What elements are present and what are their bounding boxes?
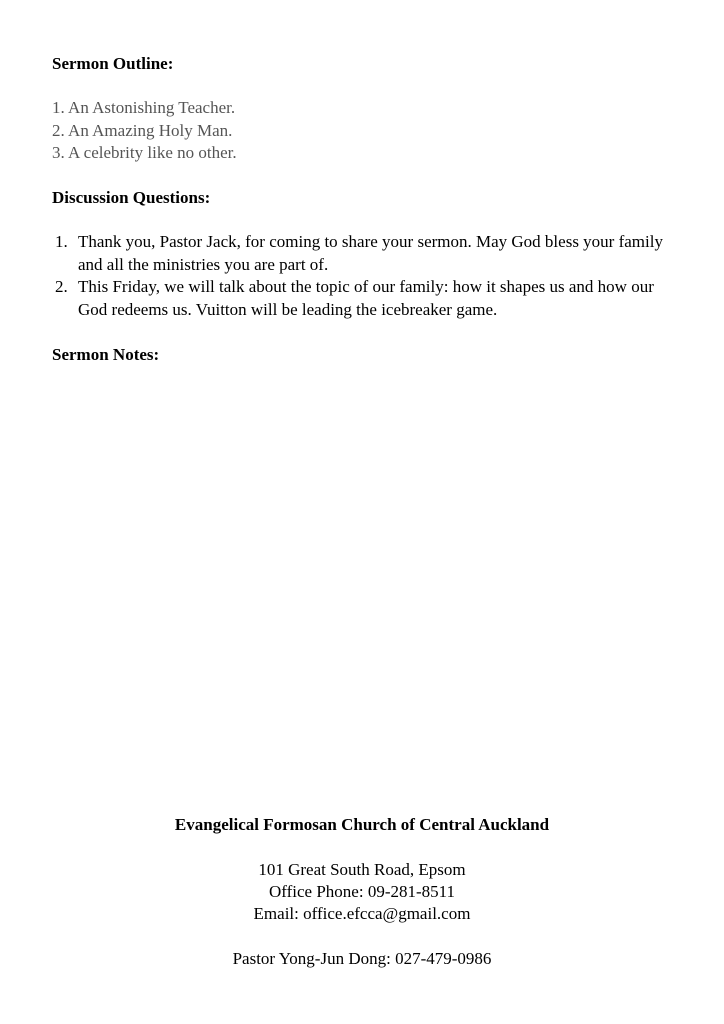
pastor-contact: Pastor Yong-Jun Dong: 027-479-0986 xyxy=(232,949,492,968)
sermon-outline-item: 3. A celebrity like no other. xyxy=(52,143,237,162)
office-email: Email: office.efcca@gmail.com xyxy=(253,904,471,923)
question-number: 2. xyxy=(55,277,68,296)
sermon-notes-heading: Sermon Notes: xyxy=(52,345,160,364)
question-text: This Friday, we will talk about the topic of our family: how it shapes us and how our God redeems us. Vuitton will be leading the icebreaker game. xyxy=(78,277,654,319)
discussion-questions-list xyxy=(52,231,682,321)
sermon-outline-item: 1. An Astonishing Teacher. xyxy=(52,98,236,117)
sermon-outline-heading: Sermon Outline: xyxy=(52,54,174,73)
sermon-outline-item: 2. An Amazing Holy Man. xyxy=(52,120,233,140)
discussion-questions-heading: Discussion Questions: xyxy=(52,188,211,207)
sermon-outline-list xyxy=(52,97,237,165)
discussion-question-item xyxy=(52,231,682,276)
discussion-question-item xyxy=(52,276,682,321)
question-text: Thank you, Pastor Jack, for coming to share your sermon. May God bless your family and all the ministries you are part of. xyxy=(78,232,663,274)
church-address: 101 Great South Road, Epsom xyxy=(258,860,466,879)
office-phone: Office Phone: 09-281-8511 xyxy=(268,882,456,901)
church-name: Evangelical Formosan Church of Central Auckland xyxy=(174,815,550,834)
question-number: 1. xyxy=(55,232,68,251)
